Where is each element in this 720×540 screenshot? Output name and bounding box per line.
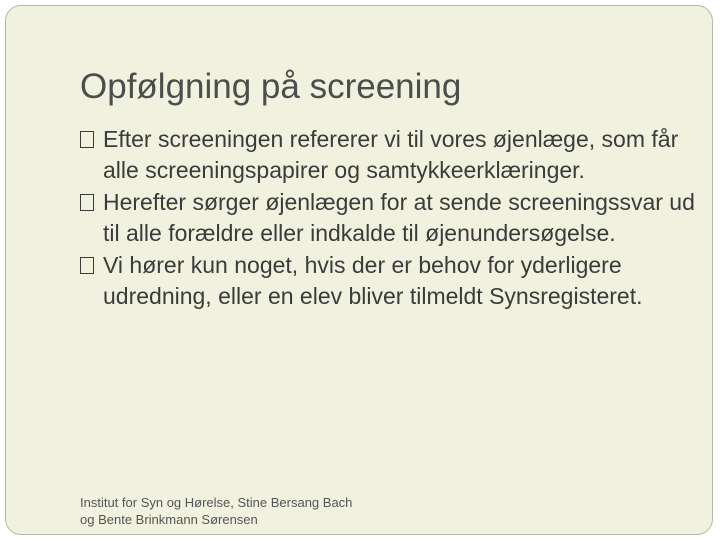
box-bullet-icon xyxy=(80,257,94,274)
bullet-text: Efter screeningen refererer vi til vores øjenlæge, som får alle screeningspapirer og samtykkeerklæringer. xyxy=(103,126,679,183)
bullet-item xyxy=(80,250,700,311)
box-bullet-icon xyxy=(80,194,94,211)
bullet-list xyxy=(80,124,700,313)
slide-title: Opfølgning på screening xyxy=(80,67,462,106)
slide-footer xyxy=(80,494,400,528)
box-bullet-icon xyxy=(80,131,94,148)
footer-line-2: og Bente Brinkmann Sørensen xyxy=(80,512,258,527)
bullet-item xyxy=(80,187,700,248)
slide xyxy=(5,5,713,535)
bullet-item xyxy=(80,124,700,185)
bullet-text: Herefter sørger øjenlægen for at sende screeningssvar ud til alle forældre eller indkalde til øjenundersøgelse. xyxy=(103,189,695,246)
bullet-text: Vi hører kun noget, hvis der er behov for yderligere udredning, eller en elev bliver tilmeldt Synsregisteret. xyxy=(103,252,643,309)
footer-line-1: Institut for Syn og Hørelse, Stine Bersang Bach xyxy=(80,495,353,510)
